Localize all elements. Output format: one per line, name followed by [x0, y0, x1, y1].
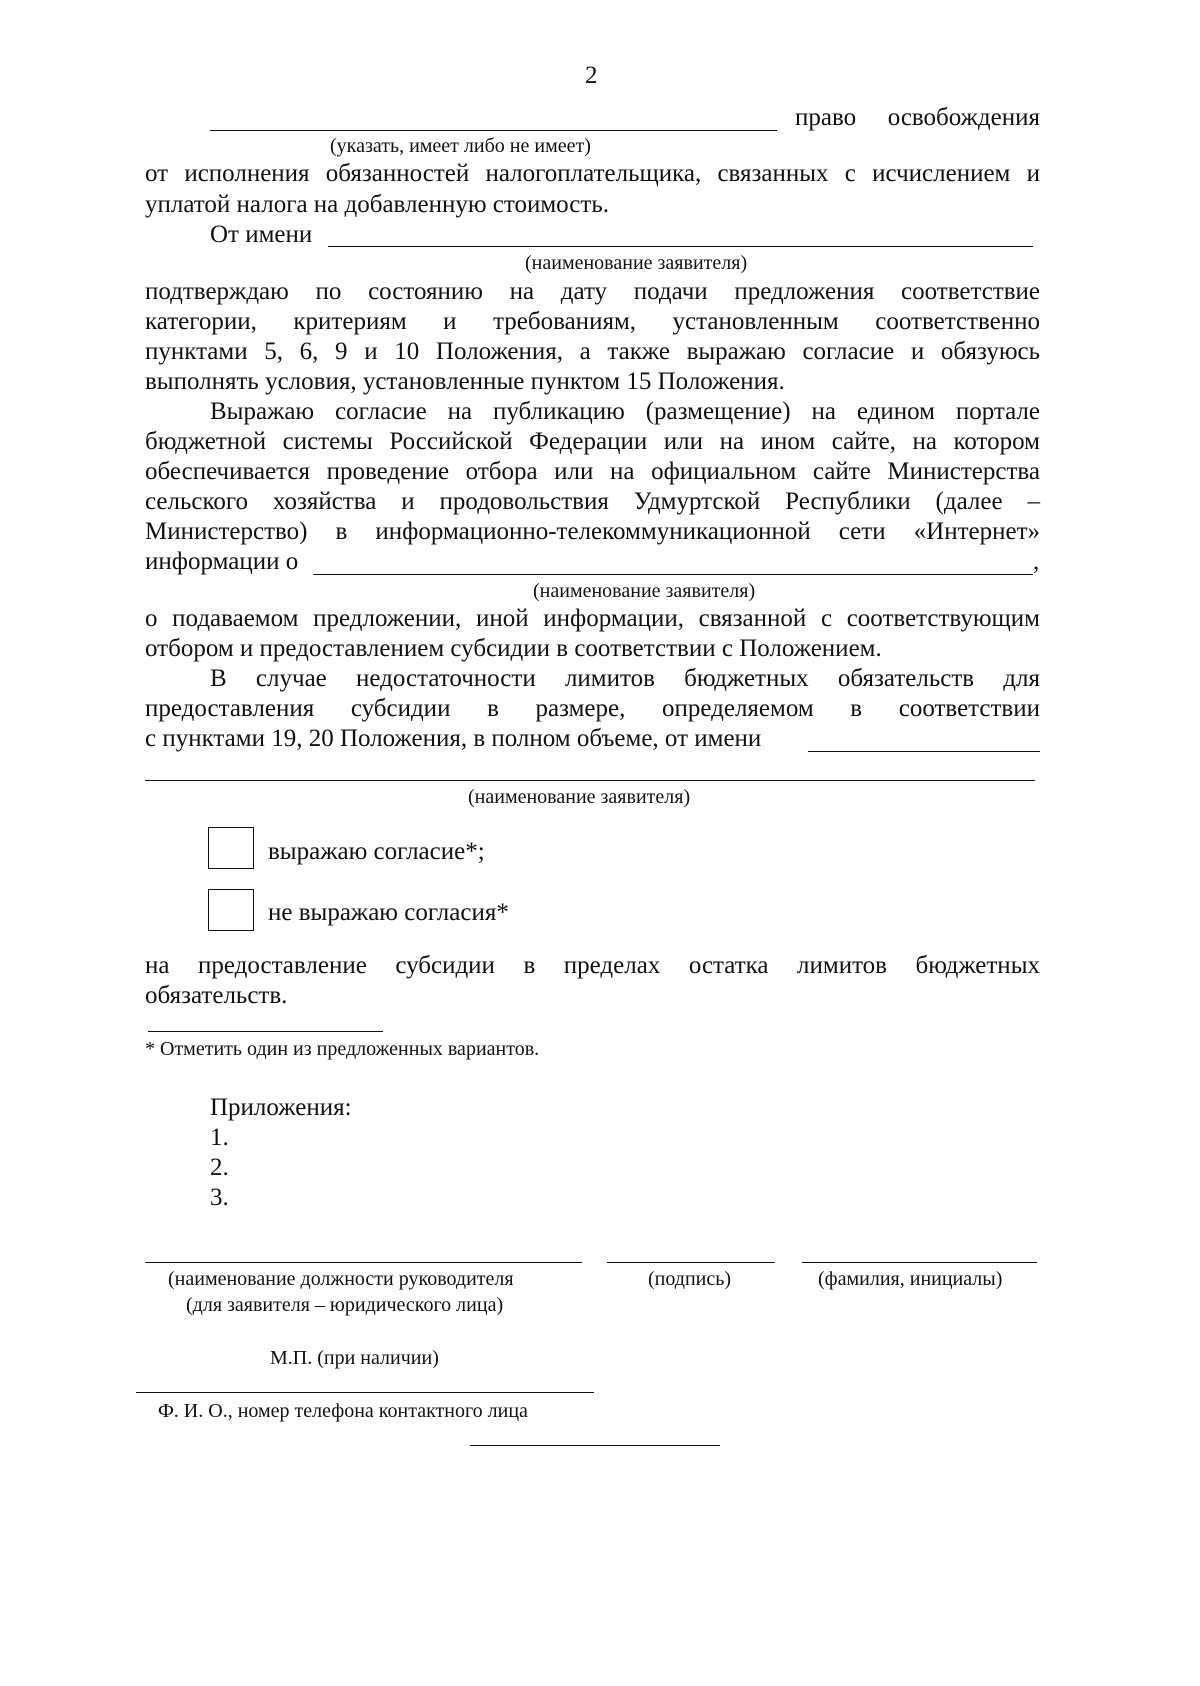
on-behalf-prefix: От имени: [210, 221, 313, 248]
para2-line-3: обеспечивается проведение отбора или на официальном сайте Министерства: [145, 458, 1040, 485]
blank-line-applicant-2: [313, 574, 1033, 575]
para2-line-5: Министерство) в информационно-телекоммуникационной сети «Интернет»: [145, 518, 1040, 545]
applicant-hint-3: (наименование заявителя): [468, 786, 691, 808]
blank-line-exemption: [210, 130, 777, 131]
attachment-item-2: 2.: [210, 1154, 229, 1181]
name-line: [802, 1262, 1037, 1263]
para3-line-3: с пунктами 19, 20 Положения, в полном объеме, от имени: [145, 725, 762, 752]
exemption-line-2: уплатой налога на добавленную стоимость.: [145, 191, 609, 218]
signature-hint: (подпись): [648, 1268, 732, 1290]
position-hint-1: (наименование должности руководителя: [168, 1268, 514, 1290]
exemption-hint: (указать, имеет либо не имеет): [330, 135, 591, 157]
para2-line-8: отбором и предоставлением субсидии в соответствии с Положением.: [145, 635, 882, 662]
stamp-label: М.П. (при наличии): [270, 1347, 439, 1369]
contact-hint: Ф. И. О., номер телефона контактного лица: [158, 1400, 528, 1422]
page-number: 2: [585, 62, 598, 89]
agree-option-label: выражаю согласие*;: [268, 838, 485, 865]
para2-line-4: сельского хозяйства и продовольствия Удмуртской Республики (далее –: [145, 488, 1040, 515]
blank-line-applicant-3a: [808, 751, 1040, 752]
position-hint-2: (для заявителя – юридического лица): [186, 1294, 504, 1316]
para2-line-6-suffix: ,: [1033, 548, 1040, 575]
para2-line-7: о подаваемом предложении, иной информации, связанной с соответствующим: [145, 605, 1040, 632]
attachment-item-1: 1.: [210, 1124, 229, 1151]
contact-line: [136, 1392, 594, 1393]
closing-line: [470, 1445, 720, 1446]
para2-line-6-prefix: информации о: [145, 548, 299, 575]
exemption-line-1: от исполнения обязанностей налогоплательщика, связанных с исчислением и: [145, 160, 1040, 187]
para1-line-4: выполнять условия, установленные пунктом 15 Положения.: [145, 368, 785, 395]
attachment-item-3: 3.: [210, 1184, 229, 1211]
attachments-title: Приложения:: [210, 1094, 352, 1121]
para1-line-1: подтверждаю по состоянию на дату подачи предложения соответствие: [145, 278, 1040, 305]
disagree-checkbox[interactable]: [208, 889, 254, 931]
para3-line-2: предоставления субсидии в размере, определяемом в соответствии: [145, 695, 1040, 722]
applicant-hint-2: (наименование заявителя): [533, 580, 756, 602]
signature-line: [607, 1262, 775, 1263]
disagree-option-label: не выражаю согласия*: [268, 899, 509, 926]
para1-line-3: пунктами 5, 6, 9 и 10 Положения, а также выражаю согласие и обязуюсь: [145, 338, 1040, 365]
para2-line-2: бюджетной системы Российской Федерации или на ином сайте, на котором: [145, 428, 1040, 455]
blank-line-applicant-1: [328, 246, 1033, 247]
para3-line-1: В случае недостаточности лимитов бюджетных обязательств для: [210, 665, 1040, 692]
after-options-line-2: обязательств.: [145, 982, 288, 1009]
footnote: * Отметить один из предложенных вариантов.: [145, 1038, 540, 1060]
blank-line-applicant-3b: [145, 780, 1035, 781]
footnote-separator: [148, 1031, 383, 1032]
agree-checkbox[interactable]: [208, 827, 254, 869]
position-line: [145, 1262, 582, 1263]
applicant-hint-1: (наименование заявителя): [525, 252, 748, 274]
name-hint: (фамилия, инициалы): [818, 1268, 1003, 1290]
exemption-right-text: право освобождения: [795, 104, 1040, 131]
para2-line-1: Выражаю согласие на публикацию (размещение) на едином портале: [210, 398, 1040, 425]
after-options-line-1: на предоставление субсидии в пределах остатка лимитов бюджетных: [145, 952, 1040, 979]
para1-line-2: категории, критериям и требованиям, установленным соответственно: [145, 308, 1040, 335]
